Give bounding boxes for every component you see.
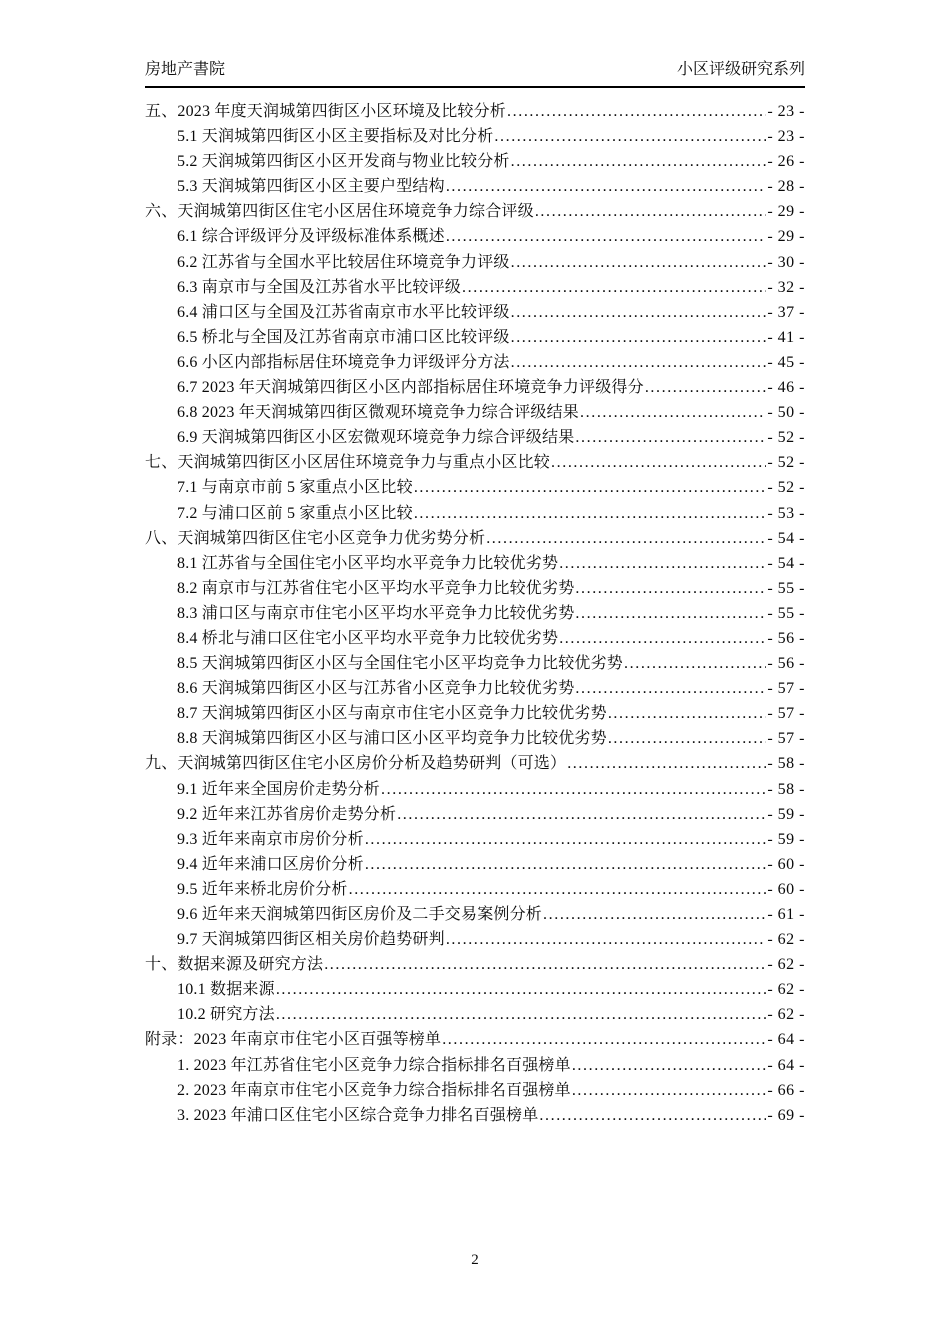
toc-leader-dots [446, 228, 767, 246]
toc-entry[interactable] [145, 1077, 805, 1102]
toc-leader-dots [580, 404, 766, 422]
toc-entry-title: 9.5 近年来桥北房价分析 [177, 880, 348, 898]
toc-leader-dots [575, 580, 766, 598]
toc-leader-dots [608, 705, 767, 723]
toc-entry[interactable] [145, 374, 805, 399]
toc-leader-dots [414, 479, 767, 497]
toc-entry-title: 七、天润城第四街区小区居住环境竞争力与重点小区比较 [145, 454, 551, 472]
toc-entry[interactable] [145, 424, 805, 449]
toc-entry-page: - 54 - [767, 554, 805, 572]
toc-leader-dots [462, 279, 766, 297]
toc-leader-dots [539, 1107, 766, 1125]
toc-entry-title: 6.8 2023 年天润城第四街区微观环境竞争力综合评级结果 [177, 404, 580, 422]
toc-entry[interactable] [145, 98, 805, 123]
toc-entry-title: 9.1 近年来全国房价走势分析 [177, 780, 381, 798]
toc-entry-title: 5.2 天润城第四街区小区开发商与物业比较分析 [177, 153, 510, 171]
toc-entry-title: 6.7 2023 年天润城第四街区小区内部指标居住环境竞争力评级得分 [177, 379, 644, 397]
header-right-text: 小区评级研究系列 [676, 61, 805, 78]
toc-entry-title: 六、天润城第四街区住宅小区居住环境竞争力综合评级 [145, 203, 534, 221]
toc-entry-page: - 56 - [767, 629, 805, 647]
toc-entry-page: - 57 - [767, 730, 805, 748]
toc-entry-title: 6.5 桥北与全国及江苏省南京市浦口区比较评级 [177, 328, 510, 346]
toc-entry-page: - 55 - [767, 604, 805, 622]
toc-entry[interactable] [145, 299, 805, 324]
toc-entry-title: 9.4 近年来浦口区房价分析 [177, 855, 364, 873]
toc-entry-page: - 28 - [767, 178, 805, 196]
toc-leader-dots [511, 329, 767, 347]
toc-leader-dots [575, 429, 766, 447]
toc-leader-dots [349, 881, 767, 899]
toc-entry-page: - 60 - [767, 855, 805, 873]
toc-entry-page: - 53 - [767, 504, 805, 522]
toc-entry-page: - 64 - [767, 1056, 805, 1074]
toc-entry-page: - 37 - [767, 303, 805, 321]
toc-entry[interactable] [145, 525, 805, 550]
toc-entry-title: 6.9 天润城第四街区小区宏微观环境竞争力综合评级结果 [177, 429, 575, 447]
toc-leader-dots [559, 555, 766, 573]
toc-entry[interactable] [145, 1052, 805, 1077]
toc-entry-page: - 56 - [767, 655, 805, 673]
toc-leader-dots [575, 605, 766, 623]
toc-leader-dots [511, 304, 767, 322]
toc-list [145, 98, 805, 1127]
toc-entry-title: 8.6 天润城第四街区小区与江苏省小区竞争力比较优劣势 [177, 680, 575, 698]
toc-entry[interactable] [145, 1026, 805, 1051]
toc-entry[interactable] [145, 349, 805, 374]
toc-entry-title: 附录：2023 年南京市住宅小区百强等榜单 [145, 1031, 442, 1049]
toc-leader-dots [486, 530, 766, 548]
toc-entry-title: 2. 2023 年南京市住宅小区竞争力综合指标排名百强榜单 [177, 1081, 571, 1099]
toc-leader-dots [494, 128, 766, 146]
toc-entry[interactable] [145, 876, 805, 901]
toc-entry-page: - 52 - [767, 454, 805, 472]
toc-leader-dots [276, 981, 767, 999]
toc-leader-dots [365, 831, 767, 849]
toc-entry-title: 8.5 天润城第四街区小区与全国住宅小区平均竞争力比较优劣势 [177, 655, 624, 673]
toc-leader-dots [572, 1082, 767, 1100]
toc-entry-page: - 60 - [767, 880, 805, 898]
toc-entry-page: - 58 - [767, 755, 805, 773]
toc-entry-page: - 41 - [767, 328, 805, 346]
toc-entry[interactable] [145, 600, 805, 625]
toc-leader-dots [559, 630, 766, 648]
toc-leader-dots [572, 1057, 767, 1075]
toc-entry-title: 5.3 天润城第四街区小区主要户型结构 [177, 178, 445, 196]
toc-entry[interactable] [145, 976, 805, 1001]
toc-entry-title: 10.2 研究方法 [177, 1006, 275, 1024]
toc-entry[interactable] [145, 625, 805, 650]
toc-leader-dots [381, 781, 766, 799]
toc-entry-page: - 54 - [767, 529, 805, 547]
toc-entry-title: 9.2 近年来江苏省房价走势分析 [177, 805, 397, 823]
toc-entry-title: 八、天润城第四街区住宅小区竞争力优劣势分析 [145, 529, 486, 547]
toc-entry[interactable] [145, 223, 805, 248]
toc-entry-page: - 64 - [767, 1031, 805, 1049]
toc-entry[interactable] [145, 274, 805, 299]
toc-entry-page: - 52 - [767, 479, 805, 497]
page-number: 2 [471, 1252, 479, 1268]
toc-leader-dots [543, 906, 766, 924]
page-footer [0, 1252, 950, 1269]
toc-leader-dots [507, 103, 766, 121]
toc-entry-page: - 50 - [767, 404, 805, 422]
toc-entry[interactable] [145, 675, 805, 700]
toc-leader-dots [442, 1031, 766, 1049]
toc-entry-page: - 66 - [767, 1081, 805, 1099]
toc-entry-title: 8.4 桥北与浦口区住宅小区平均水平竞争力比较优劣势 [177, 629, 559, 647]
toc-entry-page: - 29 - [767, 228, 805, 246]
toc-leader-dots [365, 856, 767, 874]
toc-leader-dots [511, 254, 767, 272]
toc-entry-title: 3. 2023 年浦口区住宅小区综合竞争力排名百强榜单 [177, 1106, 539, 1124]
toc-leader-dots [567, 755, 766, 773]
toc-leader-dots [414, 505, 767, 523]
toc-entry-page: - 29 - [767, 203, 805, 221]
toc-entry[interactable] [145, 725, 805, 750]
toc-entry[interactable] [145, 399, 805, 424]
toc-entry-title: 6.2 江苏省与全国水平比较居住环境竞争力评级 [177, 253, 510, 271]
toc-entry-page: - 30 - [767, 253, 805, 271]
toc-entry-page: - 26 - [767, 153, 805, 171]
toc-entry[interactable] [145, 1102, 805, 1127]
toc-entry-page: - 57 - [767, 705, 805, 723]
toc-entry-title: 5.1 天润城第四街区小区主要指标及对比分析 [177, 128, 494, 146]
toc-entry-page: - 62 - [767, 1006, 805, 1024]
toc-entry-page: - 52 - [767, 429, 805, 447]
toc-entry[interactable] [145, 324, 805, 349]
toc-entry[interactable] [145, 249, 805, 274]
toc-entry[interactable] [145, 500, 805, 525]
toc-entry[interactable] [145, 474, 805, 499]
toc-entry-title: 8.7 天润城第四街区小区与南京市住宅小区竞争力比较优劣势 [177, 705, 607, 723]
toc-leader-dots [511, 354, 767, 372]
page-header [145, 58, 805, 88]
toc-leader-dots [645, 379, 767, 397]
toc-entry[interactable] [145, 901, 805, 926]
toc-leader-dots [511, 153, 767, 171]
toc-entry-page: - 69 - [767, 1106, 805, 1124]
toc-entry[interactable] [145, 449, 805, 474]
toc-entry[interactable] [145, 926, 805, 951]
toc-entry[interactable] [145, 650, 805, 675]
toc-leader-dots [446, 931, 767, 949]
toc-entry-title: 6.1 综合评级评分及评级标准体系概述 [177, 228, 445, 246]
toc-entry[interactable] [145, 851, 805, 876]
toc-entry-title: 9.6 近年来天润城第四街区房价及二手交易案例分析 [177, 906, 543, 923]
toc-entry-title: 7.2 与浦口区前 5 家重点小区比较 [177, 504, 413, 522]
toc-entry-page: - 46 - [767, 379, 805, 397]
toc-leader-dots [624, 655, 766, 673]
toc-leader-dots [551, 454, 766, 472]
toc-entry[interactable] [145, 951, 805, 976]
toc-entry-page: - 62 - [767, 981, 805, 999]
toc-entry-title: 8.1 江苏省与全国住宅小区平均水平竞争力比较优劣势 [177, 554, 559, 572]
header-left-text: 房地产書院 [145, 61, 226, 78]
toc-entry-title: 8.3 浦口区与南京市住宅小区平均水平竞争力比较优劣势 [177, 604, 575, 622]
toc-entry-page: - 61 - [767, 906, 805, 923]
toc-entry-title: 10.1 数据来源 [177, 981, 275, 999]
toc-entry-page: - 55 - [767, 579, 805, 597]
toc-leader-dots [575, 680, 766, 698]
toc-entry[interactable] [145, 750, 805, 775]
toc-entry-title: 8.2 南京市与江苏省住宅小区平均水平竞争力比较优劣势 [177, 579, 575, 597]
toc-entry[interactable] [145, 148, 805, 173]
toc-leader-dots [608, 730, 767, 748]
toc-entry-title: 6.6 小区内部指标居住环境竞争力评级评分方法 [177, 353, 510, 371]
toc-entry-page: - 57 - [767, 680, 805, 698]
toc-entry[interactable] [145, 550, 805, 575]
toc-entry[interactable] [145, 776, 805, 801]
toc-entry[interactable] [145, 198, 805, 223]
toc-leader-dots [446, 178, 767, 196]
toc-entry[interactable] [145, 575, 805, 600]
toc-entry-title: 8.8 天润城第四街区小区与浦口区小区平均竞争力比较优劣势 [177, 730, 607, 748]
toc-leader-dots [535, 203, 767, 221]
toc-entry[interactable] [145, 700, 805, 725]
toc-entry-title: 9.7 天润城第四街区相关房价趋势研判 [177, 931, 445, 949]
toc-entry-page: - 62 - [767, 931, 805, 949]
toc-entry-title: 五、2023 年度天润城第四街区小区环境及比较分析 [145, 103, 507, 120]
toc-entry-title: 十、数据来源及研究方法 [145, 956, 324, 974]
toc-entry-page: - 62 - [767, 956, 805, 974]
toc-entry-page: - 23 - [767, 128, 805, 146]
toc-leader-dots [324, 956, 766, 974]
toc-entry[interactable] [145, 123, 805, 148]
toc-entry[interactable] [145, 801, 805, 826]
toc-leader-dots [276, 1006, 767, 1024]
toc-entry-title: 九、天润城第四街区住宅小区房价分析及趋势研判（可选） [145, 755, 567, 773]
toc-entry-page: - 32 - [767, 278, 805, 296]
toc-entry-title: 6.4 浦口区与全国及江苏省南京市水平比较评级 [177, 303, 510, 321]
toc-entry-title: 6.3 南京市与全国及江苏省水平比较评级 [177, 278, 462, 296]
toc-entry-title: 9.3 近年来南京市房价分析 [177, 830, 364, 848]
toc-entry[interactable] [145, 173, 805, 198]
toc-entry-title: 7.1 与南京市前 5 家重点小区比较 [177, 479, 413, 497]
toc-entry-title: 1. 2023 年江苏省住宅小区竞争力综合指标排名百强榜单 [177, 1056, 571, 1074]
toc-entry[interactable] [145, 1001, 805, 1026]
toc-leader-dots [397, 806, 766, 824]
toc-entry-page: - 23 - [767, 103, 805, 120]
toc-entry-page: - 59 - [767, 830, 805, 848]
toc-entry-page: - 59 - [767, 805, 805, 823]
toc-entry[interactable] [145, 826, 805, 851]
toc-entry-page: - 45 - [767, 353, 805, 371]
toc-entry-page: - 58 - [767, 780, 805, 798]
